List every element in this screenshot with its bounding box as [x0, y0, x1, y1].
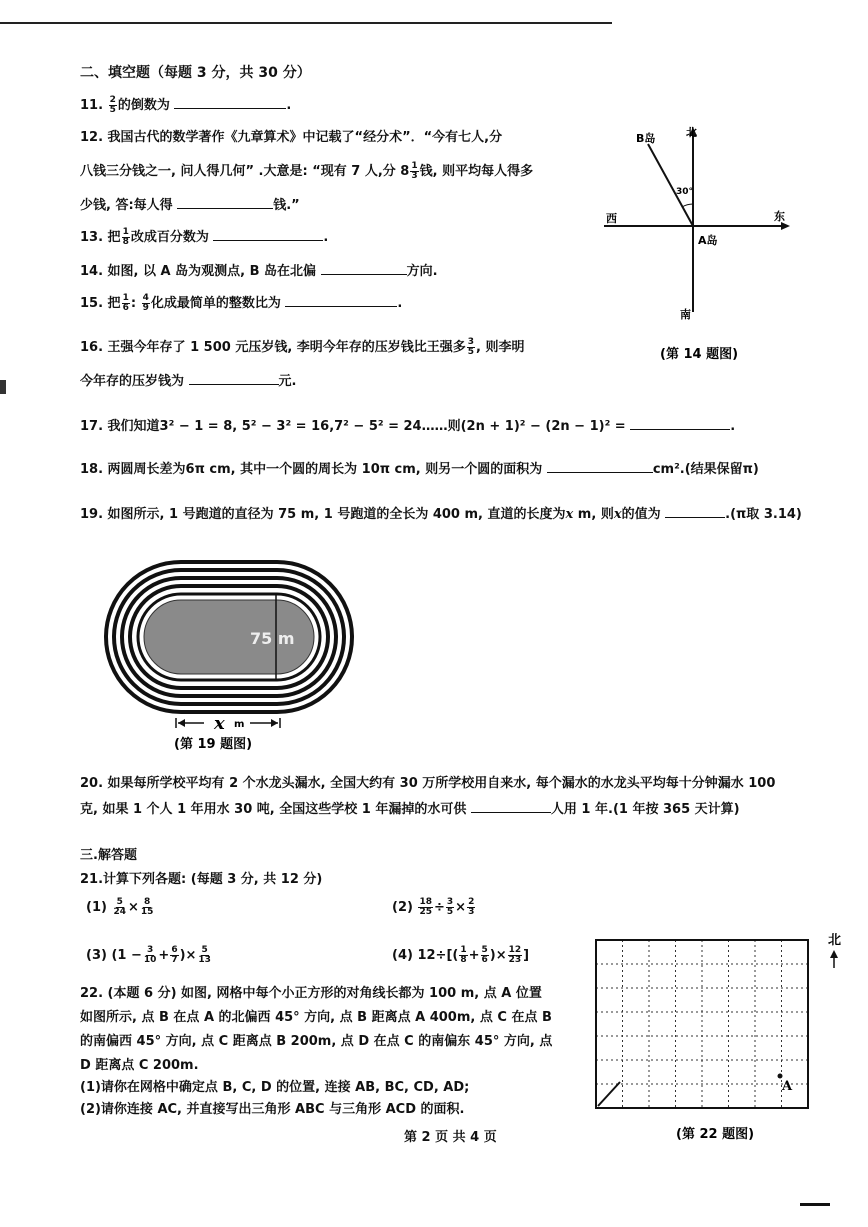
angle-arc [682, 204, 693, 207]
question-22-line3: 的南偏西 45° 方向, 点 C 距离点 B 200m, 点 D 在点 C 的南偏东 45° 方向, 点 [80, 1034, 553, 1049]
question-20-line1: 20. 如果每所学校平均有 2 个水龙头漏水, 全国大约有 30 万所学校用自来水, 每个漏水的水龙头平均每十分钟漏水 100 [80, 776, 776, 791]
answer-blank[interactable] [665, 503, 725, 518]
length-unit-label: m [234, 719, 245, 730]
label-south: 南 [680, 308, 691, 321]
label-angle: 30° [676, 187, 694, 197]
label-a-island: A岛 [698, 234, 718, 247]
fraction: $\frac{3}{5}$ [467, 337, 475, 357]
east-arrow-icon [781, 222, 790, 230]
question-12-line1: 12. 我国古代的数学著作《九章算术》中记载了“经分术”．“今有七人,分 [80, 130, 503, 145]
figure-14-compass [590, 122, 800, 362]
question-16-line2: 今年存的压岁钱为 元. [80, 370, 297, 389]
question-21-part-1: (1) $\frac{5}{24}$ × $\frac{8}{15}$ [86, 897, 154, 917]
label-east: 东 [774, 210, 785, 223]
section-3-title: 三.解答题 [80, 848, 137, 863]
length-x-label: x [214, 713, 225, 734]
answer-blank[interactable] [321, 260, 407, 275]
answer-blank[interactable] [213, 226, 323, 241]
question-22-line5: (1)请你在网格中确定点 B, C, D 的位置, 连接 AB, BC, CD, AD; [80, 1080, 470, 1095]
bearing-line-ab [648, 144, 693, 226]
figure-19-caption: (第 19 题图) [174, 737, 253, 752]
label-north: 北 [686, 126, 697, 139]
answer-blank[interactable] [174, 94, 286, 109]
question-22-line4: D 距离点 C 200m. [80, 1058, 199, 1073]
fraction: $\frac{4}{9}$ [142, 293, 149, 313]
arrowhead-right-icon [271, 719, 278, 727]
top-rule [0, 22, 612, 24]
label-point-a: A [782, 1079, 793, 1094]
figure-22-caption: (第 22 题图) [676, 1127, 755, 1142]
answer-blank[interactable] [630, 415, 730, 430]
section-2-title: 二、填空题（每题 3 分，共 30 分） [80, 65, 311, 81]
fraction: $\frac{1}{3}$ [411, 161, 418, 181]
question-22-line2: 如图所示, 点 B 在点 A 的北偏西 45° 方向, 点 B 距离点 A 400m, 点 C 在点 B [80, 1010, 552, 1025]
page-number: 第 2 页 共 4 页 [404, 1130, 497, 1145]
question-15: 15. 把 $\frac{1}{6}$ : $\frac{4}{9}$ 化成最简单的整数比为 . [80, 293, 403, 313]
question-16-line1: 16. 王强今年存了 1 500 元压岁钱, 李明今年存的压岁钱比王强多 $\frac{3}{5}$ , 则李明 [80, 337, 525, 357]
label-west: 西 [606, 212, 617, 225]
scan-mark [0, 380, 6, 394]
answer-blank[interactable] [177, 194, 273, 209]
corner-diagonal [598, 1082, 620, 1106]
north-arrow-icon [830, 950, 838, 958]
figure-19-running-track [104, 560, 356, 760]
arrowhead-left-icon [178, 719, 185, 727]
fraction: $\frac{1}{6}$ [122, 293, 129, 313]
question-21-title: 21.计算下列各题: (每题 3 分, 共 12 分) [80, 872, 323, 887]
question-21-part-4: (4) 12÷[( $\frac{1}{8}$ + $\frac{5}{6}$ )× $\frac{12}{23}$ ] [392, 945, 530, 965]
scan-mark [800, 1203, 830, 1206]
grid-lines [596, 940, 808, 1108]
answer-blank[interactable] [471, 798, 551, 813]
question-12-line2: 八钱三分钱之一, 问人得几何” .大意是: “现有 7 人,分 8 $\frac{1}{3}$ 钱, 则平均每人得多 [80, 161, 534, 181]
question-20-line2: 克, 如果 1 个人 1 年用水 30 吨, 全国这些学校 1 年漏掉的水可供 人用 1 年.(1 年按 365 天计算) [80, 798, 740, 817]
question-17: 17. 我们知道3² − 1 = 8, 5² − 3² = 16,7² − 5² = 24……则(2n + 1)² − (2n − 1)² = . [80, 415, 735, 434]
question-14: 14. 如图, 以 A 岛为观测点, B 岛在北偏 方向. [80, 260, 438, 279]
point-a-dot [778, 1074, 783, 1079]
question-12-line3: 少钱, 答:每人得 钱.” [80, 194, 300, 213]
answer-blank[interactable] [285, 292, 397, 307]
answer-blank[interactable] [189, 370, 279, 385]
question-22-line1: 22. (本题 6 分) 如图, 网格中每个小正方形的对角线长都为 100 m, 点 A 位置 [80, 986, 542, 1001]
question-19: 19. 如图所示, 1 号跑道的直径为 75 m, 1 号跑道的全长为 400 m, 直道的长度为x m, 则x的值为 .(π取 3.14) [80, 503, 802, 522]
fraction: $\frac{1}{8}$ [122, 227, 129, 247]
answer-blank[interactable] [547, 458, 653, 473]
label-b-island: B岛 [636, 132, 656, 145]
question-21-part-3: (3) (1 − $\frac{3}{10}$ + $\frac{6}{7}$ )× $\frac{5}{13}$ [86, 945, 211, 965]
fraction: $\frac{2}{5}$ [109, 95, 116, 115]
label-north: 北 [828, 933, 842, 948]
question-21-part-2: (2) $\frac{18}{25}$ ÷ $\frac{3}{5}$ × $\frac{2}{3}$ [392, 897, 475, 917]
figure-14-caption: (第 14 题图) [660, 347, 739, 362]
question-18: 18. 两圆周长差为6π cm, 其中一个圆的周长为 10π cm, 则另一个圆的面积为 cm².(结果保留π) [80, 458, 759, 477]
question-22-line6: (2)请你连接 AC, 并直接写出三角形 ABC 与三角形 ACD 的面积. [80, 1102, 465, 1117]
figure-22-grid [590, 926, 856, 1144]
question-13: 13. 把 $\frac{1}{8}$ 改成百分数为 . [80, 227, 329, 247]
question-11: 11. $\frac{2}{5}$ 的倒数为 . [80, 95, 292, 115]
diameter-label: 75 m [250, 629, 295, 648]
